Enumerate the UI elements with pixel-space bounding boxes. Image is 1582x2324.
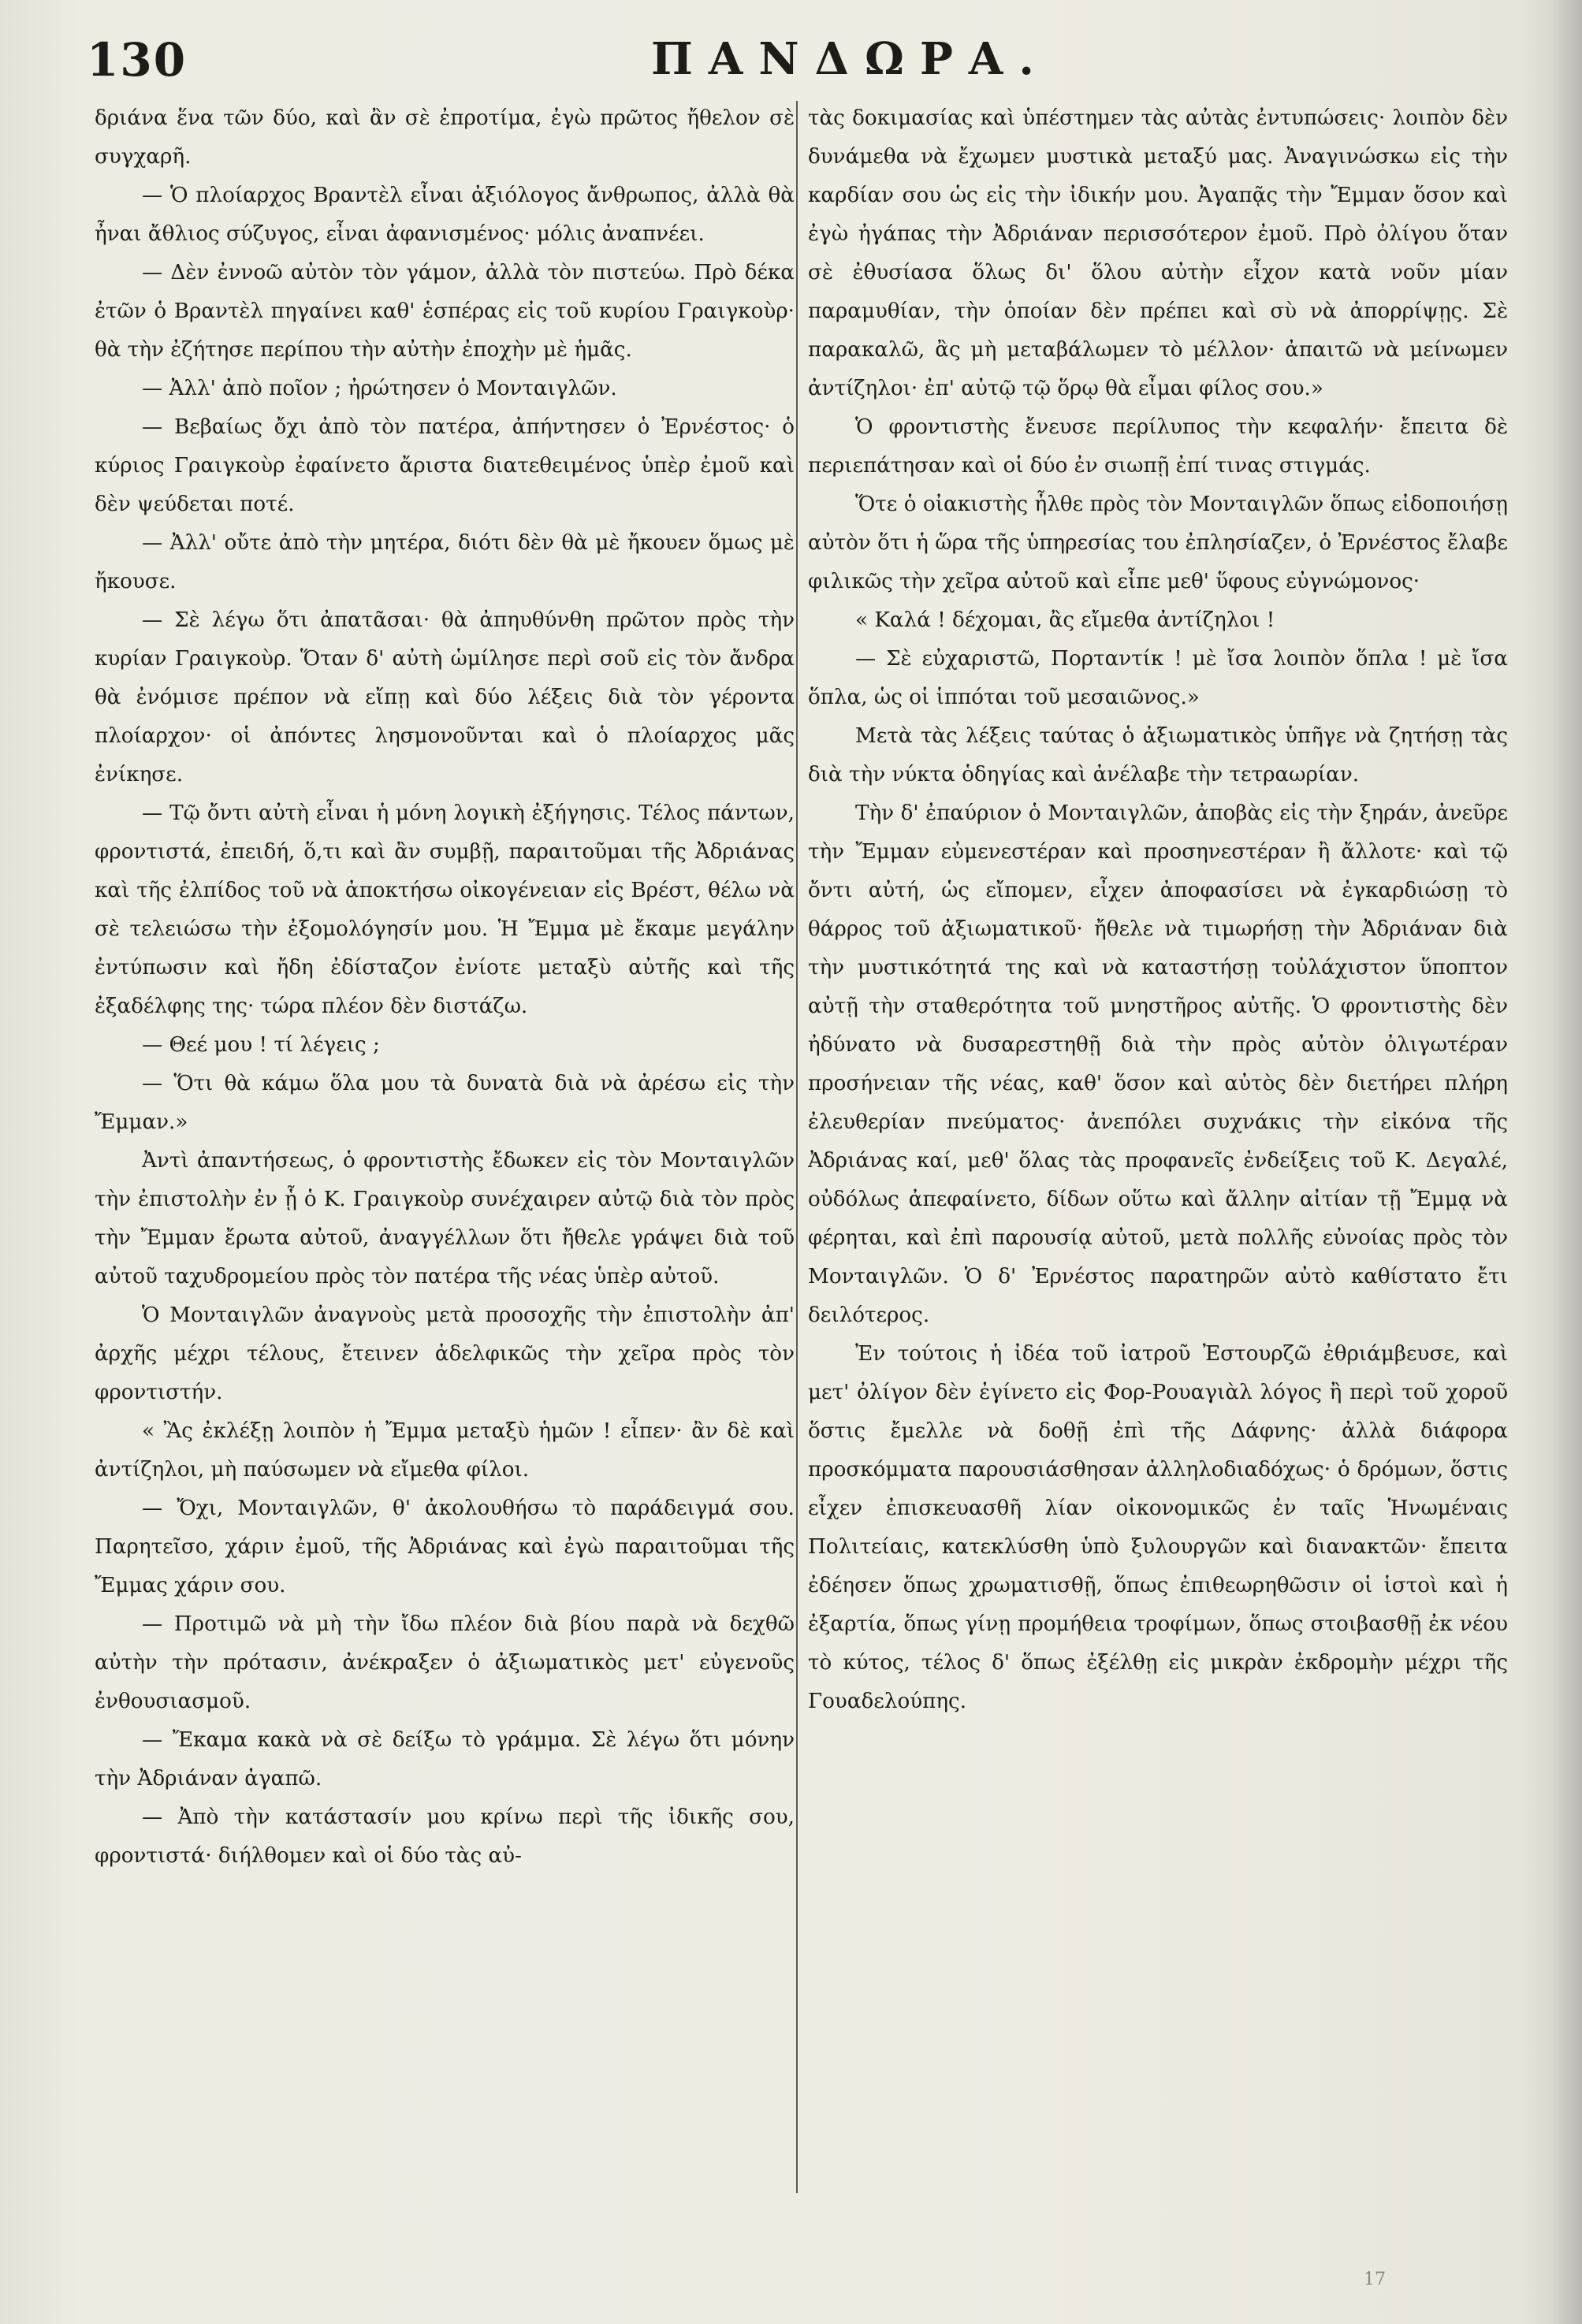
paragraph: — Τῷ ὄντι αὐτὴ εἶναι ἡ μόνη λογικὴ ἐξήγησις. Τέλος πάντων, φροντιστά, ἐπειδή, ὅ,τι καὶ ἂν συμβῇ, παραιτοῦμαι τῆς Ἀδριάνας καὶ τῆς ἐλπίδος τοῦ νὰ ἀποκτήσω οἰκογένειαν εἰς Βρέστ, θέλω νὰ σὲ τελειώσω τὴν ἐξομολόγησίν μου. Ἡ Ἔμμα μὲ ἔκαμε μεγάλην ἐντύπωσιν καὶ ἤδη ἐδίσταζον ἐνίοτε μεταξὺ αὐτῆς καὶ τῆς ἐξαδέλφης της· τώρα πλέον δὲν διστάζω. bbox=[95, 801, 795, 1018]
column-divider bbox=[796, 101, 798, 2193]
page-binding-edge bbox=[1552, 0, 1582, 2324]
paragraph: — Ὅτι θὰ κάμω ὅλα μου τὰ δυνατὰ διὰ νὰ ἀρέσω εἰς τὴν Ἔμμαν.» bbox=[95, 1072, 795, 1134]
paragraph: « Καλά ! δέχομαι, ἂς εἴμεθα ἀντίζηλοι ! bbox=[855, 608, 1275, 632]
paragraph: — Ὁ πλοίαρχος Βραντὲλ εἶναι ἀξιόλογος ἄνθρωπος, ἀλλὰ θὰ ἦναι ἄθλιος σύζυγος, εἶναι ἀφανισμένος· μόλις ἀναπνέει. bbox=[95, 184, 795, 246]
paragraph: Ἐν τούτοις ἡ ἰδέα τοῦ ἰατροῦ Ἐστουρζῶ ἐθριάμβευσε, καὶ μετ' ὀλίγον δὲν ἐγίνετο εἰς Φορ-Ρουαγιὰλ λόγος ἢ περὶ τοῦ χοροῦ ὅστις ἔμελλε νὰ δοθῇ ἐπὶ τῆς Δάφνης· ἀλλὰ διάφορα προσκόμματα παρουσιάσθησαν ἀλληλοδιαδόχως· ὁ δρόμων, ὅστις εἶχεν ἐπισκευασθῆ λίαν οἰκονομικῶς ἐν ταῖς Ἡνωμέναις Πολιτείαις, κατεκλύσθη ὑπὸ ξυλουργῶν καὶ διανακτῶν· ἔπειτα ἐδέησεν ὅπως χρωματισθῇ, ὅπως ἐπιθεωρηθῶσιν οἱ ἱστοὶ καὶ ἡ ἐξαρτία, ὅπως γίνῃ προμήθεια τροφίμων, ὅπως στοιβασθῇ ἐκ νέου τὸ κύτος, τέλος δ' ὅπως ἐξέλθῃ εἰς μικρὰν ἐκδρομὴν μέχρι τῆς Γουαδελούπης. bbox=[808, 1342, 1508, 1713]
paragraph: — Σὲ λέγω ὅτι ἀπατᾶσαι· θὰ ἀπηυθύνθη πρῶτον πρὸς τὴν κυρίαν Γραιγκοὺρ. Ὅταν δ' αὐτὴ ὡμίλησε περὶ σοῦ εἰς τὸν ἄνδρα θὰ ἐνόμισε πρέπον νὰ εἴπῃ καὶ δύο λέξεις διὰ τὸν γέροντα πλοίαρχον· οἱ ἀπόντες λησμονοῦνται καὶ ὁ πλοίαρχος μᾶς ἐνίκησε. bbox=[95, 608, 795, 786]
paragraph: Ὁ Μονταιγλῶν ἀναγνοὺς μετὰ προσοχῆς τὴν ἐπιστολὴν ἀπ' ἀρχῆς μέχρι τέλους, ἔτεινεν ἀδελφικῶς τὴν χεῖρα πρὸς τὸν φροντιστήν. bbox=[95, 1303, 795, 1404]
paragraph: Μετὰ τὰς λέξεις ταύτας ὁ ἀξιωματικὸς ὑπῆγε νὰ ζητήσῃ τὰς διὰ τὴν νύκτα ὁδηγίας καὶ ἀνέλαβε τὴν τετραωρίαν. bbox=[808, 724, 1508, 786]
paragraph: Ὁ φροντιστὴς ἔνευσε περίλυπος τὴν κεφαλήν· ἔπειτα δὲ περιεπάτησαν καὶ οἱ δύο ἐν σιωπῇ ἐπί τινας στιγμάς. bbox=[808, 415, 1508, 478]
paragraph: — Θεέ μου ! τί λέγεις ; bbox=[142, 1033, 380, 1057]
paragraph: — Σὲ εὐχαριστῶ, Πορταντίκ ! μὲ ἴσα λοιπὸν ὅπλα ! μὲ ἴσα ὅπλα, ὡς οἱ ἱππόται τοῦ μεσαιῶνος.» bbox=[808, 647, 1508, 709]
paragraph: — Ὄχι, Μονταιγλῶν, θ' ἀκολουθήσω τὸ παράδειγμά σου. Παρητεῖσο, χάριν ἐμοῦ, τῆς Ἀδριάνας καὶ ἐγὼ παραιτοῦμαι τῆς Ἔμμας χάριν σου. bbox=[95, 1497, 795, 1597]
paragraph: Τὴν δ' ἐπαύριον ὁ Μονταιγλῶν, ἀποβὰς εἰς τὴν ξηράν, ἀνεῦρε τὴν Ἔμμαν εὐμενεστέραν καὶ προσηνεστέραν ἢ ἄλλοτε· καὶ τῷ ὄντι αὐτή, ὡς εἴπομεν, εἶχεν ἀποφασίσει νὰ ἐγκαρδιώσῃ τὸ θάρρος τοῦ ἀξιωματικοῦ· ἤθελε νὰ τιμωρήσῃ τὴν Ἀδριάναν διὰ τὴν μυστικότητά της καὶ νὰ καταστήσῃ τοὐλάχιστον ὕποπτον αὐτῇ τὴν σταθερότητα τοῦ μνηστῆρος αὐτῆς. Ὁ φροντιστὴς δὲν ἠδύνατο νὰ δυσαρεστηθῇ διὰ τὴν πρὸς αὐτὸν ὀλιγωτέραν προσήνειαν τῆς νέας, καθ' ὅσον καὶ αὐτὸς δὲν διετήρει πλήρη ἐλευθερίαν πνεύματος· ἀνεπόλει συχνάκις τὴν εἰκόνα τῆς Ἀδριάνας καί, μεθ' ὅλας τὰς προφανεῖς ἐνδείξεις τοῦ Κ. Δεγαλέ, οὐδόλως ἀπεφαίνετο, δίδων οὕτω καὶ ἄλλην αἰτίαν τῇ Ἔμμᾳ νὰ φέρηται, καὶ ἐπὶ παρουσίᾳ αὐτοῦ, μετὰ πολλῆς εὐνοίας πρὸς τὸν Μονταιγλῶν. Ὁ δ' Ἐρνέστος παρατηρῶν αὐτὸ καθίστατο ἔτι δειλότερος. bbox=[808, 801, 1508, 1327]
page-header bbox=[87, 33, 1521, 98]
paragraph: « Ἂς ἐκλέξῃ λοιπὸν ἡ Ἔμμα μεταξὺ ἡμῶν ! εἶπεν· ἂν δὲ καὶ ἀντίζηλοι, μὴ παύσωμεν νὰ εἴμεθα φίλοι. bbox=[95, 1419, 795, 1482]
running-title: ΠΑΝΔΩΡΑ. bbox=[651, 33, 1050, 85]
paragraph: Ἀντὶ ἀπαντήσεως, ὁ φροντιστὴς ἔδωκεν εἰς τὸν Μονταιγλῶν τὴν ἐπιστολὴν ἐν ᾗ ὁ Κ. Γραιγκοὺρ συνέχαιρεν αὐτῷ διὰ τὸν πρὸς τὴν Ἔμμαν ἔρωτα αὐτοῦ, ἀναγγέλλων ὅτι ἤθελε γράψει διὰ τοῦ αὐτοῦ ταχυδρομείου πρὸς τὸν πατέρα τῆς νέας ὑπὲρ αὐτοῦ. bbox=[95, 1149, 795, 1288]
paragraph: — Ἀλλ' οὔτε ἀπὸ τὴν μητέρα, διότι δὲν θὰ μὲ ἤκουεν ὅμως μὲ ἤκουσε. bbox=[95, 531, 795, 593]
paragraph: — Ἀπὸ τὴν κατάστασίν μου κρίνω περὶ τῆς ἰδικῆς σου, φροντιστά· διήλθομεν καὶ οἱ δύο τὰς αὐ- bbox=[95, 1805, 795, 1868]
paragraph: — Δὲν ἐννοῶ αὐτὸν τὸν γάμον, ἀλλὰ τὸν πιστεύω. Πρὸ δέκα ἐτῶν ὁ Βραντὲλ πηγαίνει καθ' ἑσπέρας εἰς τοῦ κυρίου Γραιγκοὺρ· θὰ τὴν ἐζήτησε περίπου τὴν αὐτὴν ἐποχὴν μὲ ἡμᾶς. bbox=[95, 261, 795, 362]
right-text-column bbox=[808, 99, 1508, 2227]
page-number: 130 bbox=[87, 33, 188, 87]
paragraph: — Ἔκαμα κακὰ νὰ σὲ δείξω τὸ γράμμα. Σὲ λέγω ὅτι μόνην τὴν Ἀδριάναν ἀγαπῶ. bbox=[95, 1728, 795, 1790]
paragraph: δριάνα ἕνα τῶν δύο, καὶ ἂν σὲ ἐπροτίμα, ἐγὼ πρῶτος ἤθελον σὲ συγχαρῆ. bbox=[95, 106, 795, 169]
paragraph: — Βεβαίως ὄχι ἀπὸ τὸν πατέρα, ἀπήντησεν ὁ Ἐρνέστος· ὁ κύριος Γραιγκοὺρ ἐφαίνετο ἄριστα διατεθειμένος ὑπὲρ ἐμοῦ καὶ δὲν ψεύδεται ποτέ. bbox=[95, 415, 795, 516]
paragraph: τὰς δοκιμασίας καὶ ὑπέστημεν τὰς αὐτὰς ἐντυπώσεις· λοιπὸν δὲν δυνάμεθα νὰ ἔχωμεν μυστικὰ μεταξύ μας. Ἀναγινώσκω εἰς τὴν καρδίαν σου ὡς εἰς τὴν ἰδικήν μου. Ἀγαπᾷς τὴν Ἔμμαν ὅσον καὶ ἐγὼ ἠγάπας τὴν Ἀδριάναν περισσότερον ἐμοῦ. Πρὸ ὀλίγου ὅταν σὲ ἐθυσίασα ὅλως δι' ὅλου αὐτὴν εἶχον κατὰ νοῦν μίαν παραμυθίαν, τὴν ὁποίαν δὲν πρέπει καὶ σὺ νὰ ἀπορρίψῃς. Σὲ παρακαλῶ, ἂς μὴ μεταβάλωμεν τὸ μέλλον· ἀπαιτῶ νὰ μείνωμεν ἀντίζηλοι· ἐπ' αὐτῷ τῷ ὅρῳ θὰ εἶμαι φίλος σου.» bbox=[808, 106, 1508, 400]
paragraph: — Προτιμῶ νὰ μὴ τὴν ἴδω πλέον διὰ βίου παρὰ νὰ δεχθῶ αὐτὴν τὴν πρότασιν, ἀνέκραξεν ὁ ἀξιωματικὸς μετ' εὐγενοῦς ἐνθουσιασμοῦ. bbox=[95, 1612, 795, 1713]
footer-mark: 17 bbox=[1364, 2270, 1386, 2289]
paragraph: — Ἀλλ' ἀπὸ ποῖον ; ἠρώτησεν ὁ Μονταιγλῶν. bbox=[142, 377, 617, 400]
paragraph: Ὅτε ὁ οἰακιστὴς ἦλθε πρὸς τὸν Μονταιγλῶν ὅπως εἰδοποιήσῃ αὐτὸν ὅτι ἡ ὥρα τῆς ὑπηρεσίας του ἐπλησίαζεν, ὁ Ἐρνέστος ἔλαβε φιλικῶς τὴν χεῖρα αὐτοῦ καὶ εἶπε μεθ' ὕφους εὐγνώμονος· bbox=[808, 493, 1508, 593]
left-text-column bbox=[95, 99, 795, 2227]
